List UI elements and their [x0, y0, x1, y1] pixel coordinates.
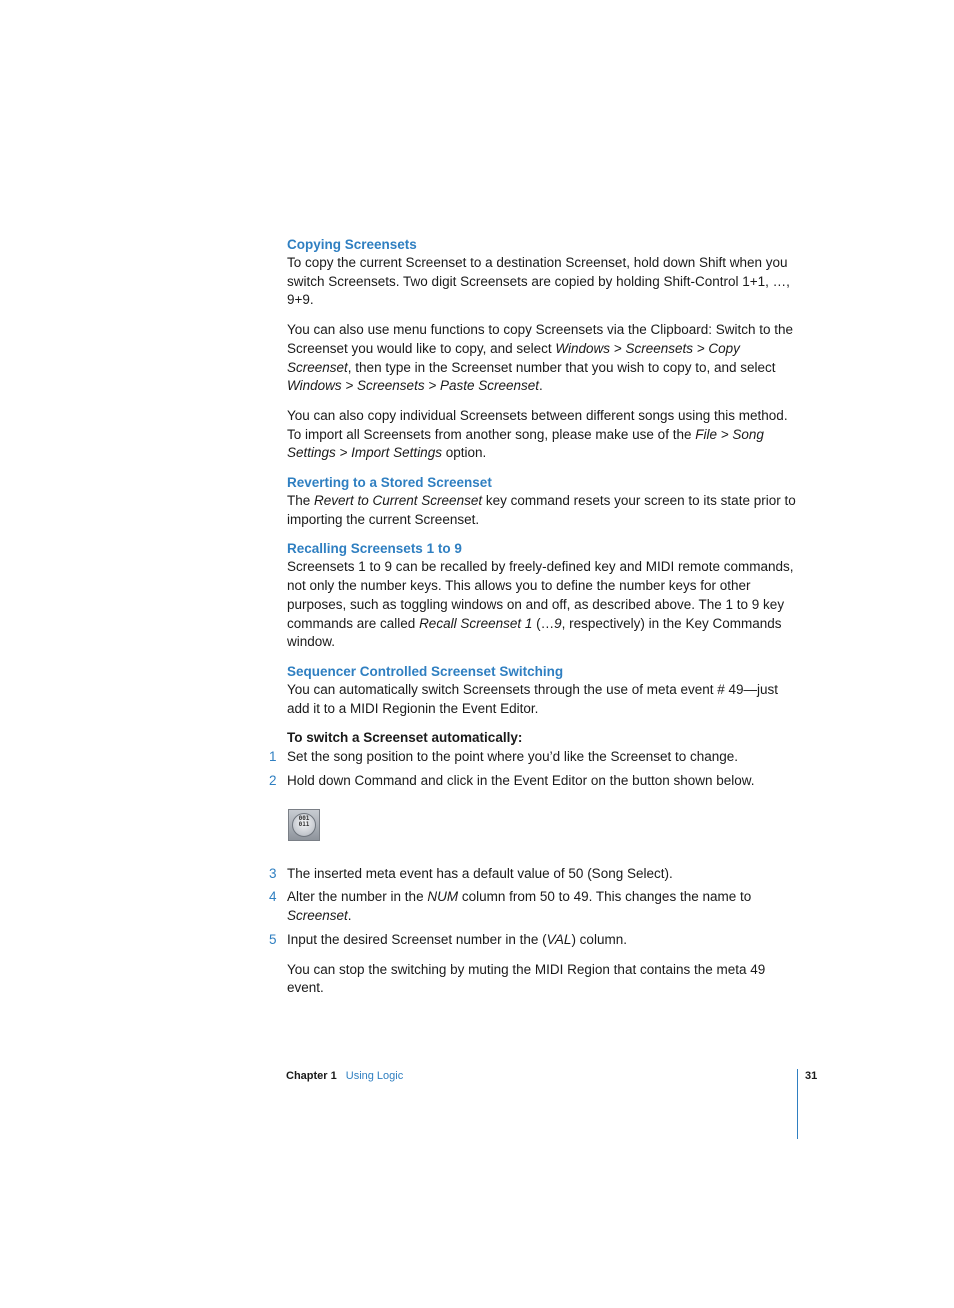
step-text: Hold down Command and click in the Event Editor on the button shown below.	[287, 773, 755, 789]
heading-recalling-screensets: Recalling Screensets 1 to 9	[287, 541, 462, 557]
closing-paragraph: You can stop the switching by muting the MIDI Region that contains the meta 49 event.	[287, 961, 766, 996]
step-number: 5	[269, 931, 277, 947]
step-number: 2	[269, 773, 277, 789]
step-text: Input the desired Screenset number in the (VAL) column.	[287, 931, 627, 947]
page-footer	[286, 1070, 403, 1082]
paragraph: Screensets 1 to 9 can be recalled by freely-defined key and MIDI remote commands, not only the number keys. This allows you to define the number keys for other purposes, such as toggling windows on and off, as described above. The 1 to 9 key commands are called Recall Screenset 1 (…9, respectively) in the Key Commands window.	[287, 559, 794, 650]
paragraph: You can automatically switch Screensets through the use of meta event # 49—just add it to a MIDI Regionin the Event Editor.	[287, 681, 779, 716]
heading-sequencer-switching: Sequencer Controlled Screenset Switching	[287, 663, 564, 679]
step-text: Alter the number in the NUM column from 50 to 49. This changes the name to Screenset.	[287, 889, 752, 924]
footer-chapter: Chapter 1	[286, 1070, 337, 1082]
step-number: 3	[269, 865, 277, 881]
step-item	[269, 888, 797, 925]
heading-copying-screensets: Copying Screensets	[287, 237, 417, 252]
meta-event-icon-label: 001 011	[298, 814, 310, 829]
paragraph: You can also use menu functions to copy Screensets via the Clipboard: Switch to the Screenset you would like to copy, and select Windows > Screensets > Copy Screenset, then type in the Screenset number that you wish to copy to, and select Windows > Screensets > Paste Screenset.	[287, 322, 794, 394]
step-item	[269, 772, 797, 791]
step-item	[269, 931, 797, 950]
footer-divider	[797, 1069, 798, 1139]
step-item	[269, 865, 797, 884]
step-text: Set the song position to the point where you’d like the Screenset to change.	[287, 749, 739, 765]
page-number: 31	[805, 1070, 818, 1082]
step-text: The inserted meta event has a default value of 50 (Song Select).	[287, 865, 673, 881]
task-heading: To switch a Screenset automatically:	[287, 730, 523, 746]
heading-reverting-screenset: Reverting to a Stored Screenset	[287, 475, 492, 491]
step-number: 4	[269, 889, 277, 905]
paragraph: You can also copy individual Screensets between different songs using this method. To import all Screensets from another song, please make use of the File > Song Settings > Import Settings option.	[287, 407, 788, 461]
footer-chapter-title[interactable]: Using Logic	[345, 1070, 404, 1082]
step-item	[269, 748, 797, 767]
page-content	[269, 236, 797, 1009]
paragraph: To copy the current Screenset to a destination Screenset, hold down Shift when you switch Screensets. Two digit Screensets are copied by holding Shift-Control 1+1, …, 9+9.	[287, 255, 790, 308]
meta-event-button-image	[288, 809, 320, 841]
step-number: 1	[269, 749, 277, 765]
paragraph: The Revert to Current Screenset key command resets your screen to its state prior to importing the current Screenset.	[287, 493, 796, 527]
